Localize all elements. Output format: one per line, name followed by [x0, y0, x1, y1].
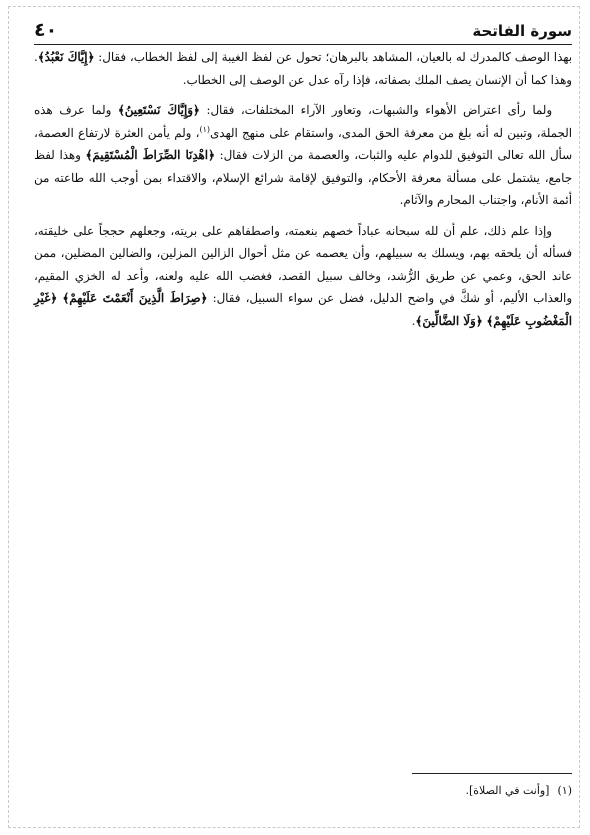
header-rule — [34, 44, 572, 45]
paragraph-text: ولما رأى اعتراض الأهواء والشبهات، وتعاور الآراء المختلفات، فقال: — [206, 103, 553, 117]
surah-title: سورة الفاتحة — [472, 22, 572, 40]
paragraph-text: وإذا علم ذلك، علم أن لله سبحانه عباداً خصهم بنعمته، واصطفاهم على بريته، وجعلهم حججاً على خليقته، فسأله أن يلحقه بهم، ويسلك به سبيلهم، وأن يعصمه عن مثل أحوال الزالين المزلين، والضالين المضلين، ممن عاند الحق، وعمي عن طريق الرُّشد، وخالف سبيل القصد، فغضب الله عليه ولعنه، وأعد له الخزي المقيم، والعذاب الأليم، أو شكَّ في واضح الدليل، فضل عن سواء السبيل، فقال: — [34, 223, 573, 305]
page-number: ٤٠ — [34, 19, 58, 41]
quran-verse: ﴿اهْدِنَا الصِّرَاطَ الْمُسْتَقِيمَ﴾ — [85, 148, 215, 162]
paragraph-2 — [34, 99, 572, 212]
quran-verse: ﴿صِرَاطَ الَّذِينَ أَنْعَمْتَ عَلَيْهِمْ﴾ — [62, 291, 208, 305]
footnote — [34, 782, 572, 800]
paragraph-3 — [34, 220, 572, 333]
footnote-marker: (١) — [199, 124, 211, 134]
page-header — [34, 12, 572, 42]
paragraph-text: ، ولم يأمن العثرة لارتفاع العصمة، سأل الله تعالى التوفيق للدوام عليه والثبات، والعصمة من الزلات فقال: — [34, 125, 573, 162]
footnote-number: (١) — [557, 784, 572, 797]
main-text — [34, 46, 572, 340]
footnote-text: [وأنت في الصلاة]. — [465, 784, 550, 797]
quran-verse: ﴿وَإِيَّاكَ نَسْتَعِينُ﴾ — [117, 103, 200, 117]
quran-verse: ﴿وَلَا الضَّالِّينَ﴾ — [415, 313, 483, 328]
footnote-rule — [412, 773, 572, 774]
paragraph-text: . وهذا كما أن الإنسان يصف الملك بصفاته، فإذا رآه عدل عن الوصف إلى الخطاب. — [34, 50, 572, 87]
paragraph-1 — [34, 46, 572, 91]
paragraph-text: ولما عرف هذه الجملة، وتبين له أنه بلغ من معرفة الحق المدى، واستقام على منهج الهدى — [34, 103, 572, 140]
quran-verse: ﴿إِيَّاكَ نَعْبُدُ﴾ — [37, 50, 95, 64]
paragraph-text: وهذا لفظ جامع، يشتمل على مسألة معرفة الأحكام، والتوفيق لإقامة شرائع الإسلام، والاقتداء بمن أوجب الله طاعته من أئمة الأنام، واجتناب المحارم والآثام. — [34, 148, 572, 207]
paragraph-text: بهذا الوصف كالمدرك له بالعيان، المشاهد بالبرهان؛ تحول عن لفظ الغيبة إلى لفظ الخطاب، فقال: — [98, 50, 572, 64]
quran-verse: ﴿غَيْرِ الْمَغْضُوبِ عَلَيْهِمْ﴾ — [34, 291, 572, 328]
paragraph-text: . — [411, 313, 416, 328]
